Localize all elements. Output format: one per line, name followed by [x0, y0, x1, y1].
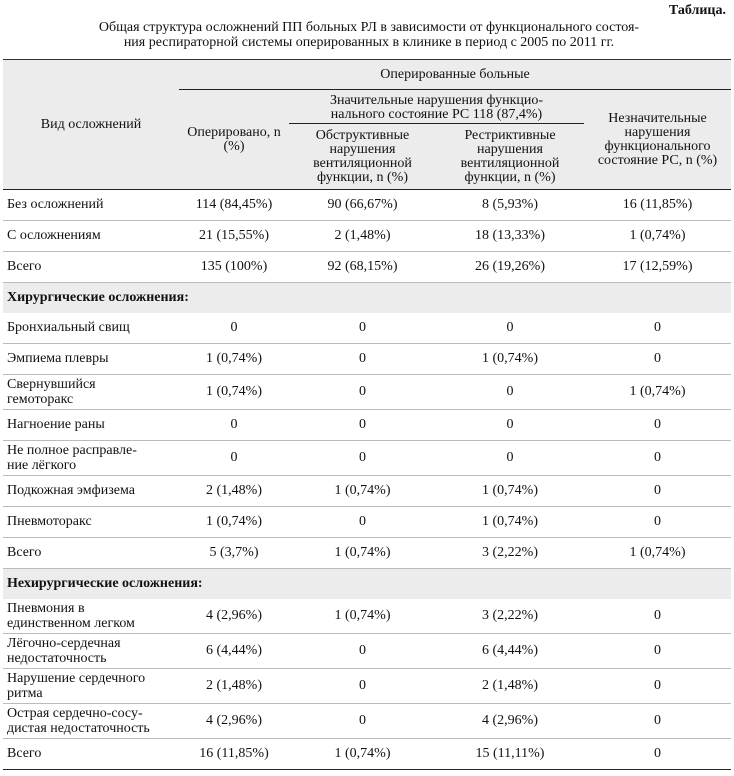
row-name: Бронхиальный свищ — [7, 320, 130, 335]
table-row — [3, 599, 731, 634]
table-label: Таблица. — [668, 3, 726, 18]
row-name: Пневмоторакс — [7, 514, 92, 529]
row-name-line-2: дистая недостаточность — [7, 721, 150, 736]
header-operated: Оперировано, n (%) — [179, 90, 289, 190]
header-significant — [289, 90, 584, 124]
section-header-nonsurgical — [3, 569, 731, 600]
cell-restrictive: 0 — [506, 450, 514, 465]
header-insignificant: Незначительные нарушения функционального состояние РС, n (%) — [584, 90, 731, 190]
cell-obstructive: 0 — [359, 643, 366, 658]
table-row — [3, 538, 731, 569]
cell-obstructive: 1 (0,74%) — [334, 746, 391, 761]
cell-obstructive: 2 (1,48%) — [334, 228, 391, 243]
table-row — [3, 476, 731, 507]
cell-obstructive: 0 — [359, 351, 366, 366]
table-row — [3, 190, 731, 221]
cell-insignificant: 0 — [654, 320, 662, 335]
cell-insignificant: 16 (11,85%) — [622, 197, 693, 212]
table-row — [3, 739, 731, 770]
table-row — [3, 313, 731, 344]
cell-restrictive: 26 (19,26%) — [475, 259, 545, 274]
cell-operated: 0 — [230, 320, 238, 335]
cell-restrictive: 1 (0,74%) — [482, 351, 538, 366]
row-name: Всего — [7, 545, 42, 560]
row-name: Нагноение раны — [7, 417, 105, 432]
cell-operated: 6 (4,44%) — [206, 643, 262, 658]
table-row — [3, 704, 731, 739]
cell-insignificant: 1 (0,74%) — [629, 384, 686, 399]
row-name-line-2: недостаточность — [7, 651, 107, 666]
cell-obstructive: 0 — [359, 713, 366, 728]
header-complication-type: Вид осложнений — [3, 60, 179, 190]
cell-insignificant: 0 — [654, 608, 662, 623]
row-name: С осложнениям — [7, 228, 101, 243]
cell-operated: 114 (84,45%) — [195, 197, 273, 212]
cell-insignificant: 17 (12,59%) — [622, 259, 693, 274]
row-name — [3, 599, 179, 634]
cell-insignificant: 0 — [654, 483, 662, 498]
table-row — [3, 507, 731, 538]
cell-obstructive: 1 (0,74%) — [334, 483, 391, 498]
table-row — [3, 669, 731, 704]
cell-operated: 1 (0,74%) — [206, 384, 262, 399]
table-row — [3, 441, 731, 476]
cell-obstructive: 0 — [359, 514, 366, 529]
cell-restrictive: 0 — [506, 320, 514, 335]
row-name-line-1: Свернувшийся — [7, 377, 96, 392]
cell-restrictive: 6 (4,44%) — [482, 643, 538, 658]
row-name: Эмпиема плевры — [7, 351, 109, 366]
row-name — [3, 375, 179, 410]
row-name: Всего — [7, 259, 42, 274]
cell-restrictive: 15 (11,11%) — [475, 746, 545, 761]
cell-restrictive: 0 — [506, 384, 514, 399]
cell-obstructive: 90 (66,67%) — [327, 197, 398, 212]
table-caption — [12, 20, 726, 50]
table-row — [3, 344, 731, 375]
cell-obstructive: 1 (0,74%) — [334, 545, 391, 560]
cell-obstructive: 0 — [359, 417, 366, 432]
row-name-line-1: Не полное расправле- — [7, 443, 137, 458]
table-row — [3, 375, 731, 410]
cell-restrictive: 1 (0,74%) — [482, 483, 538, 498]
table-row — [3, 252, 731, 283]
cell-obstructive: 0 — [359, 384, 366, 399]
cell-restrictive: 3 (2,22%) — [482, 608, 538, 623]
row-name-line-1: Пневмония в — [7, 601, 85, 616]
cell-insignificant: 0 — [654, 417, 662, 432]
row-name — [3, 441, 179, 476]
header-significant-line-1: Значительные нарушения функцио- — [329, 93, 544, 108]
cell-operated: 4 (2,96%) — [206, 713, 262, 728]
section-title: Нехирургические осложнения: — [7, 576, 203, 591]
header-obstructive: Обструктивные нарушения вентиляционной функции, n (%) — [289, 124, 436, 190]
table-row — [3, 634, 731, 669]
cell-insignificant: 0 — [654, 351, 662, 366]
row-name-line-1: Нарушение сердечного — [7, 671, 146, 686]
section-title: Хирургические осложнения: — [7, 290, 189, 305]
cell-operated: 1 (0,74%) — [206, 514, 262, 529]
cell-restrictive: 2 (1,48%) — [482, 678, 538, 693]
cell-operated: 0 — [230, 450, 238, 465]
row-name-line-2: ритма — [7, 686, 43, 701]
cell-insignificant: 0 — [654, 450, 662, 465]
row-name — [3, 704, 179, 739]
cell-operated: 21 (15,55%) — [199, 228, 269, 243]
row-name: Подкожная эмфизема — [7, 483, 135, 498]
row-name-line-1: Лёгочно-сердечная — [7, 636, 121, 651]
row-name-line-2: единственном легком — [7, 616, 135, 631]
cell-obstructive: 0 — [359, 320, 366, 335]
row-name — [3, 669, 179, 704]
cell-insignificant: 0 — [654, 713, 662, 728]
cell-restrictive: 1 (0,74%) — [482, 514, 538, 529]
cell-insignificant: 1 (0,74%) — [629, 545, 686, 560]
cell-insignificant: 0 — [654, 746, 662, 761]
row-name-line-2: ние лёгкого — [7, 458, 77, 473]
complications-table — [3, 59, 731, 770]
cell-insignificant: 1 (0,74%) — [629, 228, 686, 243]
table-row — [3, 410, 731, 441]
cell-obstructive: 92 (68,15%) — [327, 259, 398, 274]
cell-operated: 1 (0,74%) — [206, 351, 262, 366]
cell-obstructive: 1 (0,74%) — [334, 608, 391, 623]
cell-operated: 16 (11,85%) — [199, 746, 269, 761]
row-name-line-1: Острая сердечно-сосу- — [7, 706, 143, 721]
row-name-line-2: гемоторакс — [7, 392, 74, 407]
cell-obstructive: 0 — [359, 450, 366, 465]
cell-restrictive: 4 (2,96%) — [482, 713, 538, 728]
cell-operated: 4 (2,96%) — [206, 608, 262, 623]
cell-operated: 2 (1,48%) — [206, 483, 262, 498]
row-name — [3, 634, 179, 669]
cell-restrictive: 0 — [506, 417, 514, 432]
cell-insignificant: 0 — [654, 514, 662, 529]
cell-insignificant: 0 — [654, 643, 662, 658]
cell-operated: 5 (3,7%) — [209, 545, 259, 560]
section-header-surgical — [3, 283, 731, 314]
cell-restrictive: 18 (13,33%) — [475, 228, 545, 243]
header-operated-patients: Оперированные больные — [179, 60, 731, 90]
cell-operated: 0 — [230, 417, 238, 432]
cell-restrictive: 8 (5,93%) — [482, 197, 538, 212]
header-restrictive: Рестриктивные нарушения вентиляционной функции, n (%) — [436, 124, 584, 190]
cell-restrictive: 3 (2,22%) — [482, 545, 538, 560]
header-significant-line-2: нального состояние РС 118 (87,4%) — [330, 107, 543, 122]
cell-insignificant: 0 — [654, 678, 662, 693]
caption-line-2: ния респираторной системы оперированных в клинике в период с 2005 по 2011 гг. — [123, 35, 615, 50]
caption-line-1: Общая структура осложнений ПП больных РЛ в зависимости от функционального состоя- — [98, 20, 640, 35]
cell-operated: 2 (1,48%) — [206, 678, 262, 693]
cell-obstructive: 0 — [359, 678, 366, 693]
row-name: Без осложнений — [7, 197, 104, 212]
cell-operated: 135 (100%) — [200, 259, 268, 274]
row-name: Всего — [7, 746, 42, 761]
table-row — [3, 221, 731, 252]
